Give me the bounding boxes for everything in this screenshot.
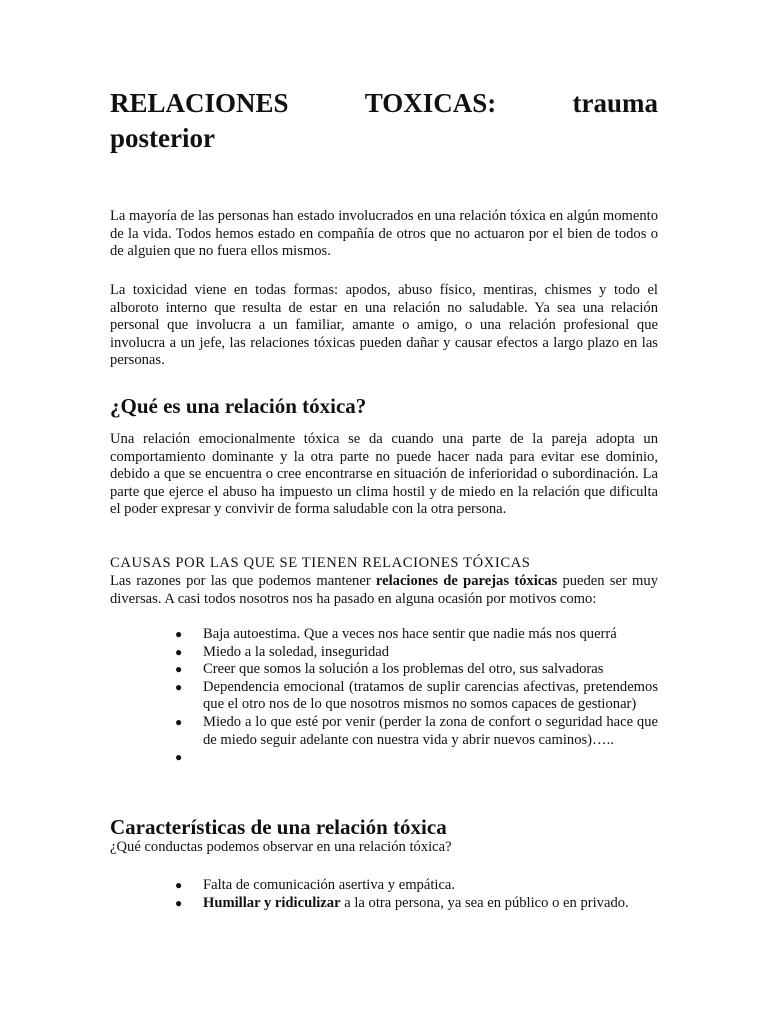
list-item: ● Miedo a la soledad, inseguridad bbox=[175, 643, 390, 660]
list-item: ● Miedo a lo que esté por venir (perder la zona de confort o seguridad hace que de miedo seguir adelante con nuestra vida y abrir nuevos caminos)….. bbox=[175, 713, 658, 748]
causes-heading: CAUSAS POR LAS QUE SE TIENEN RELACIONES TÓXICAS bbox=[110, 555, 531, 571]
bullet-icon: ● bbox=[175, 878, 183, 892]
characteristics-list bbox=[175, 877, 658, 912]
list-item: ● Baja autoestima. Que a veces nos hace sentir que nadie más nos querrá bbox=[175, 626, 617, 642]
list-item: ● Creer que somos la solución a los problemas del otro, sus salvadoras bbox=[175, 661, 604, 678]
bullet-icon: ● bbox=[175, 750, 183, 765]
causes-list bbox=[175, 626, 658, 767]
bullet-icon: ● bbox=[175, 679, 183, 694]
causes-intro bbox=[110, 573, 658, 608]
definition-paragraph: Una relación emocionalmente tóxica se da cuando una parte de la pareja adopta un comportamiento dominante y la otra parte no puede hacer nada para evitar ese dominio, debido a que se encuentra o cree encontrarse en situación de inferioridad o subordinación. La parte que ejerce el abuso ha impuesto un clima hostil y de miedo en la relación que dificulta el poder expresar y convivir de forma saludable con la otra persona. bbox=[110, 431, 658, 518]
title-line-2: posterior bbox=[110, 123, 215, 153]
causes-intro-end: pueden ser muy diversas. A casi todos nosotros nos ha pasado en alguna ocasión por motivos como: bbox=[110, 573, 658, 607]
title-line-1 bbox=[110, 86, 658, 121]
characteristics-subtitle: ¿Qué conductas podemos observar en una relación tóxica? bbox=[110, 839, 452, 855]
causes-intro-bold: relaciones de parejas tóxicas bbox=[375, 573, 558, 589]
document-title bbox=[110, 86, 658, 156]
list-item: ● Dependencia emocional (tratamos de suplir carencias afectivas, pretendemos que el otro nos de lo que nosotros mismos no somos capaces de gestionar) bbox=[175, 678, 658, 713]
list-item bbox=[175, 749, 658, 767]
list-item: ● Humillar y ridiculizar a la otra persona, ya sea en público o en privado. bbox=[175, 894, 629, 911]
bullet-icon: ● bbox=[175, 895, 183, 910]
bullet-icon: ● bbox=[175, 662, 183, 677]
title-word-2: TOXICAS: bbox=[364, 88, 497, 118]
intro-paragraph-2: La toxicidad viene en todas formas: apodos, abuso físico, mentiras, chismes y todo el alboroto interno que resulta de estar en una relación no saludable. Ya sea una relación personal que involucra a un familiar, amante o amigo, o una relación profesional que involucra a un jefe, las relaciones tóxicas pueden dañar y causar efectos a largo plazo en las personas. bbox=[110, 282, 658, 369]
list-item: ● Falta de comunicación asertiva y empática. bbox=[175, 877, 456, 893]
bullet-icon: ● bbox=[175, 714, 183, 729]
section-heading-characteristics: Características de una relación tóxica bbox=[110, 815, 447, 839]
section-heading-what-is: ¿Qué es una relación tóxica? bbox=[110, 394, 367, 418]
bullet-icon: ● bbox=[175, 627, 183, 641]
title-word-3: trauma bbox=[572, 88, 658, 118]
causes-intro-start: Las razones por las que podemos mantener bbox=[110, 573, 376, 589]
intro-paragraph-1: La mayoría de las personas han estado involucrados en una relación tóxica en algún momento de la vida. Todos hemos estado en compañía de otros que no actuaron por el bien de todos o de alguien que no fuera ellos mismos. bbox=[110, 208, 658, 260]
bullet-icon: ● bbox=[175, 644, 183, 659]
title-word-1: RELACIONES bbox=[110, 88, 289, 118]
